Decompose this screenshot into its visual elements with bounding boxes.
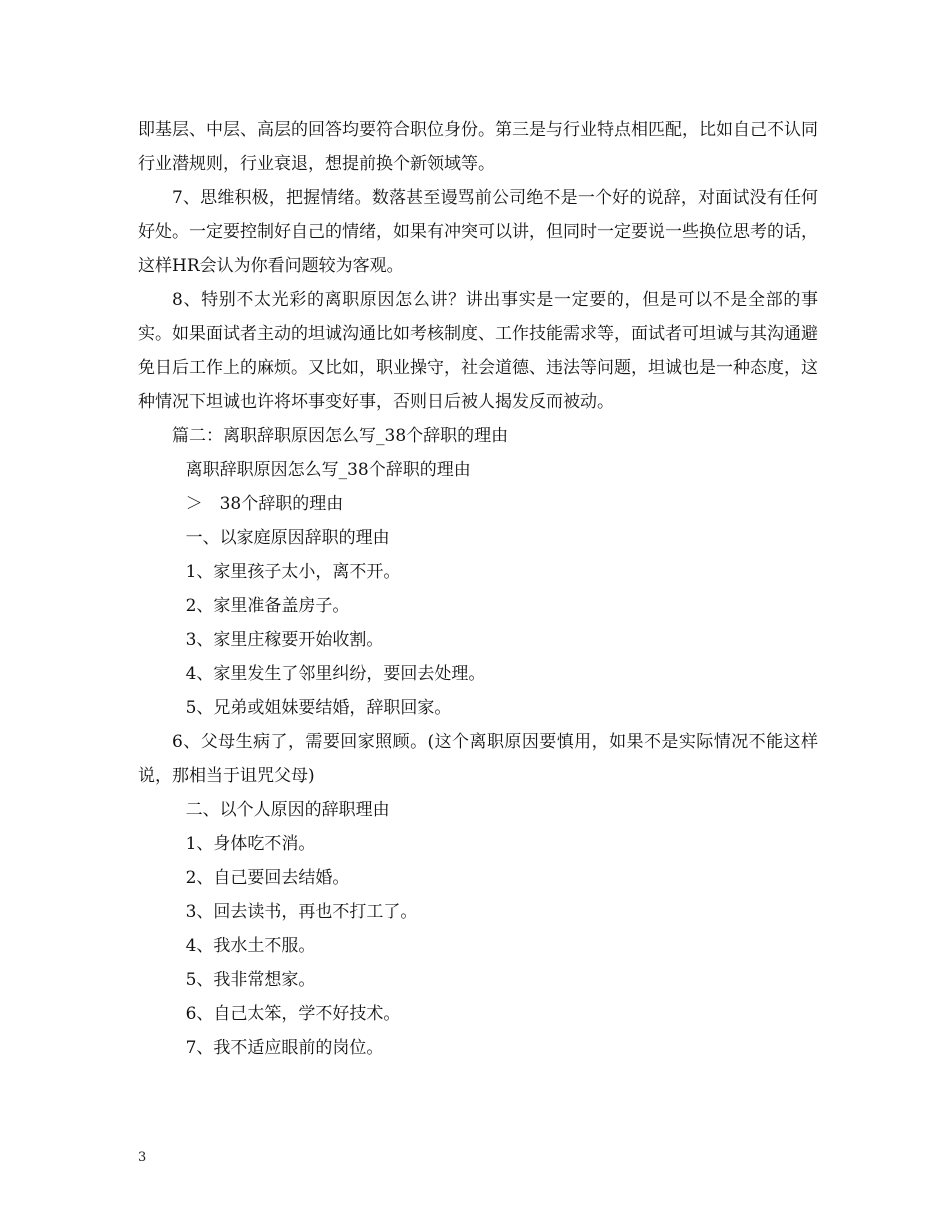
list-item: 1、家里孩子太小，离不开。 (185, 562, 401, 582)
list-item: 6、父母生病了，需要回家照顾。(这个离职原因要慎用，如果不是实际情况不能这样说，那相当于诅咒父母) (138, 732, 818, 786)
section-heading-part-two: 篇二：离职辞职原因怎么写_38个辞职的理由 (172, 426, 509, 446)
list-item: 5、兄弟或姐妹要结婚，辞职回家。 (185, 698, 452, 718)
list-title: ＞ 38个辞职的理由 (185, 494, 344, 514)
paragraph-continuation: 即基层、中层、高层的回答均要符合职位身份。第三是与行业特点相匹配，比如自己不认同行业潜规则，行业衰退，想提前换个新领域等。 (138, 120, 818, 174)
paragraph-point-7: 7、思维积极，把握情绪。数落甚至谩骂前公司绝不是一个好的说辞，对面试没有任何好处。一定要控制好自己的情绪，如果有冲突可以讲，但同时一定要说一些换位思考的话，这样HR会认为你看问题较为客观。 (138, 188, 818, 276)
subheading-family-reasons: 一、以家庭原因辞职的理由 (185, 528, 390, 548)
list-item: 6、自己太笨，学不好技术。 (185, 1004, 401, 1024)
list-item: 4、家里发生了邻里纠纷，要回去处理。 (185, 664, 486, 684)
list-item: 7、我不适应眼前的岗位。 (185, 1038, 384, 1058)
article-title: 离职辞职原因怎么写_38个辞职的理由 (185, 460, 471, 480)
list-item: 5、我非常想家。 (185, 970, 316, 990)
list-item: 1、身体吃不消。 (185, 834, 316, 854)
list-item: 3、回去读书，再也不打工了。 (185, 902, 418, 922)
list-item: 2、自己要回去结婚。 (185, 868, 350, 888)
list-item: 3、家里庄稼要开始收割。 (185, 630, 384, 650)
subheading-personal-reasons: 二、以个人原因的辞职理由 (185, 800, 390, 820)
list-item: 4、我水土不服。 (185, 936, 316, 956)
list-item: 2、家里准备盖房子。 (185, 596, 350, 616)
paragraph-point-8: 8、特别不太光彩的离职原因怎么讲？讲出事实是一定要的，但是可以不是全部的事实。如果面试者主动的坦诚沟通比如考核制度、工作技能需求等，面试者可坦诚与其沟通避免日后工作上的麻烦。又比如，职业操守，社会道德、违法等问题，坦诚也是一种态度，这种情况下坦诚也许将坏事变好事，否则日后被人揭发反而被动。 (138, 290, 818, 412)
page-number: 3 (138, 1150, 147, 1165)
document-body (138, 113, 818, 1065)
